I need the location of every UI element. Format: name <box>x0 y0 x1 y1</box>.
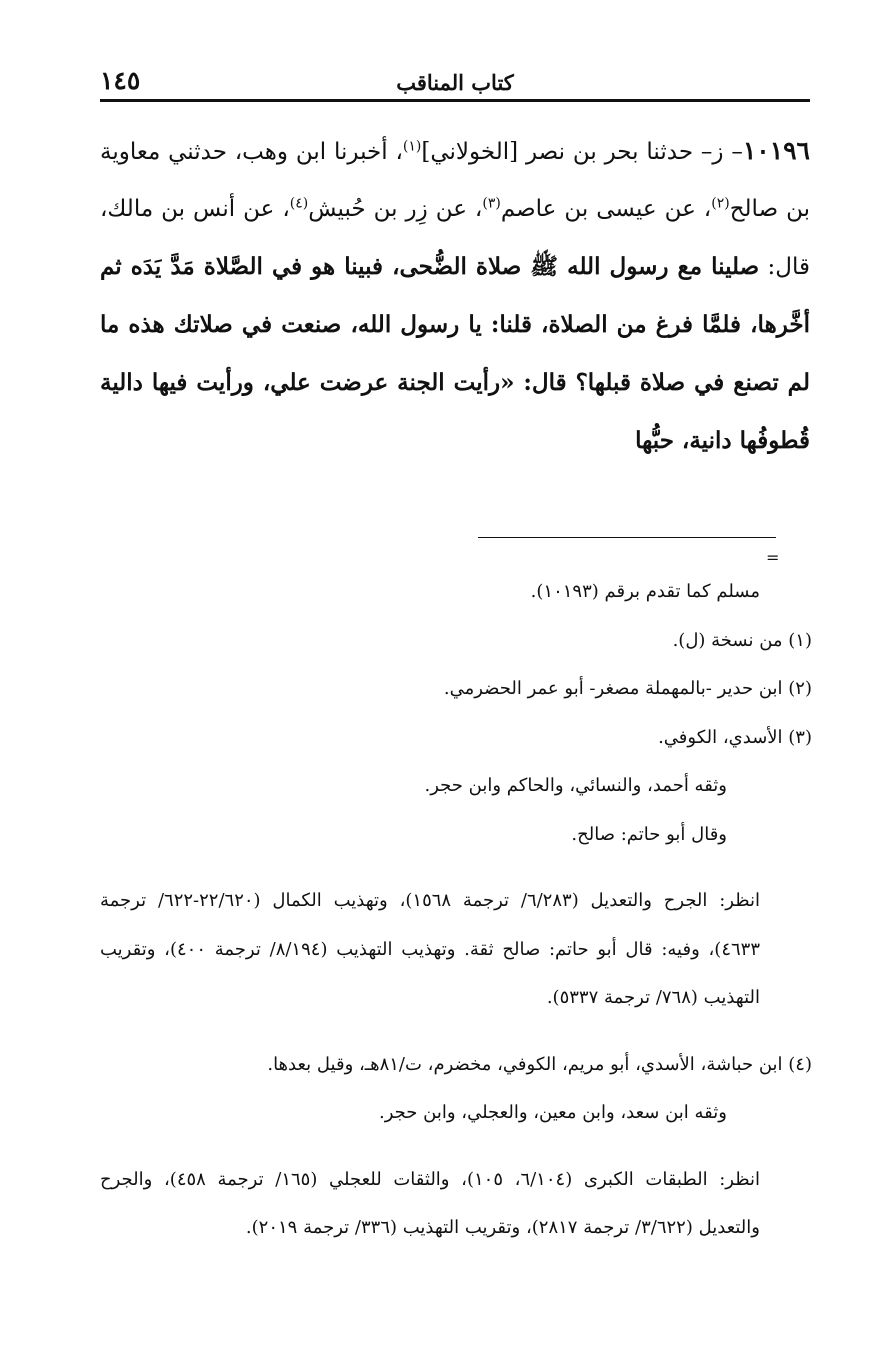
footnote-3-grading: وثقه أحمد، والنسائي، والحاكم وابن حجر. <box>424 775 727 796</box>
footnote-3: (٣) الأسدي، الكوفي. <box>658 726 812 748</box>
footnote-ref-1[interactable]: (١) <box>402 138 422 155</box>
running-header <box>100 66 810 100</box>
footnote-1: (١) من نسخة (ل). <box>672 629 812 651</box>
footnote-ref-3[interactable]: (٣) <box>482 195 501 212</box>
page-number: ١٤٥ <box>100 66 141 95</box>
isnad-part-1: – ز– حدثنا بحر بن نصر [الخولاني] <box>421 139 743 165</box>
hadith-paragraph <box>100 122 810 470</box>
hadith-text <box>100 122 810 470</box>
footnote-2: (٢) ابن حدير -بالمهملة مصغر- أبو عمر الحضرمي. <box>443 678 812 699</box>
footnotes-section <box>100 568 812 1271</box>
footnote-4: (٤) ابن حباشة، الأسدي، أبو مريم، الكوفي، مخضرم، ت/٨١هـ، وقيل بعدها. <box>267 1053 812 1075</box>
footnote-4-grading: وثقه ابن سعد، وابن معين، والعجلي، وابن حجر. <box>379 1102 727 1123</box>
footnote-3-abu-hatim: وقال أبو حاتم: صالح. <box>571 823 727 845</box>
isnad-part-3: ، عن عيسى بن عاصم <box>500 196 712 222</box>
footnote-ref-2[interactable]: (٢) <box>711 195 730 212</box>
footnote-3-references: انظر: الجرح والتعديل (٦/٢٨٣/ ترجمة ١٥٦٨)، وتهذيب الكمال (٢٢/٦٢٠-٦٢٢/ ترجمة ٤٦٣٣)، وفيه: قال أبو حاتم: صالح ثقة. وتهذيب التهذيب (٨/١٩٤/ ترجمة ٤٠٠)، وتقريب التهذيب (٧٦٨/ ترجمة ٥٣٣٧). <box>100 890 761 1008</box>
isnad-part-5: ، عن أنس بن مالك، قال: <box>100 196 810 280</box>
footnote-4-references: انظر: الطبقات الكبرى (٦/١٠٤، ١٠٥)، والثقات للعجلي (١٦٥/ ترجمة ٤٥٨)، والجرح والتعديل (٣/٦٢٢/ ترجمة ٢٨١٧)، وتقريب التهذيب (٣٣٦/ ترجمة ٢٠١٩). <box>100 1168 761 1238</box>
continuation-mark: = <box>766 548 780 567</box>
chapter-title: كتاب المناقب <box>396 70 514 95</box>
header-rule <box>100 99 810 102</box>
isnad-part-2: ، أخبرنا ابن وهب، حدثني معاوية بن صالح <box>100 139 810 222</box>
matn-text: صلينا مع رسول الله ﷺ صلاة الضُّحى، فبينا هو في الصَّلاة مَدَّ يَدَه ثم أخَّرها، فلمَّا فرغ من الصلاة، قلنا: يا رسول الله، صنعت في صلاتك هذه ما لم تصنع في صلاة قبلها؟ قال: «رأيت الجنة عرضت علي، ورأيت فيها دالية قُطوفُها دانية، حبُّها <box>100 253 810 454</box>
footnote-continuation: مسلم كما تقدم برقم (١٠١٩٣). <box>530 581 760 602</box>
footnote-separator <box>478 537 776 538</box>
footnote-ref-4[interactable]: (٤) <box>289 195 309 212</box>
isnad-part-4: ، عن زِر بن حُبيش <box>308 196 483 222</box>
hadith-number: ١٠١٩٦ <box>742 136 810 165</box>
